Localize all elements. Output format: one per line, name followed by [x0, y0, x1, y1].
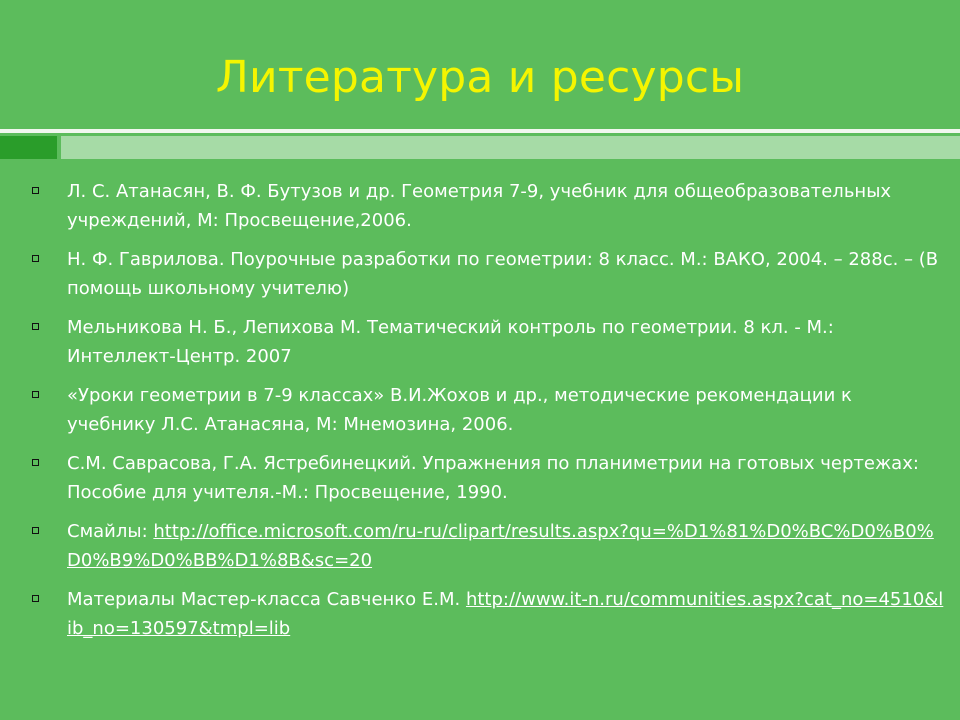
list-item-text: «Уроки геометрии в 7-9 классах» В.И.Жохов и др., методические рекомендации к учебнику Л.С. Атанасяна, М: Мнемозина, 2006. [67, 385, 852, 435]
square-bullet-icon [32, 527, 39, 534]
list-item [30, 449, 945, 507]
square-bullet-icon [32, 459, 39, 466]
accent-bar-dark [0, 136, 57, 159]
list-item [30, 381, 945, 439]
smileys-link[interactable]: http://office.microsoft.com/ru-ru/clipart/results.aspx?qu=%D1%81%D0%BC%D0%B0%D0%B9%D0%BB%D1%8B&sc=20 [67, 521, 934, 571]
square-bullet-icon [32, 323, 39, 330]
references-list [30, 177, 945, 653]
slide-title: Литература и ресурсы [215, 52, 745, 103]
accent-bar-light [61, 136, 960, 159]
list-item [30, 313, 945, 371]
square-bullet-icon [32, 391, 39, 398]
master-class-link[interactable]: http://www.it-n.ru/communities.aspx?cat_no=4510&lib_no=130597&tmpl=lib [67, 589, 944, 639]
square-bullet-icon [32, 595, 39, 602]
title-divider-line [0, 129, 960, 133]
list-item-text: С.М. Саврасова, Г.А. Ястребинецкий. Упражнения по планиметрии на готовых чертежах: Пособие для учителя.-М.: Просвещение, 1990. [67, 453, 919, 503]
list-item-text: Н. Ф. Гаврилова. Поурочные разработки по геометрии: 8 класс. М.: ВАКО, 2004. – 288с. – (В помощь школьному учителю) [67, 249, 939, 299]
list-item [30, 585, 945, 643]
list-item-text: Мельникова Н. Б., Лепихова М. Тематический контроль по геометрии. 8 кл. - М.: Интеллект-Центр. 2007 [67, 317, 834, 367]
list-item-text: Л. С. Атанасян, В. Ф. Бутузов и др. Геометрия 7-9, учебник для общеобразовательных учреждений, М: Просвещение,2006. [67, 181, 892, 231]
list-item-text: Материалы Мастер-класса Савченко Е.М. [67, 589, 466, 610]
list-item [30, 245, 945, 303]
square-bullet-icon [32, 187, 39, 194]
list-item [30, 177, 945, 235]
list-item-text: Смайлы: [67, 521, 154, 542]
list-item [30, 517, 945, 575]
square-bullet-icon [32, 255, 39, 262]
